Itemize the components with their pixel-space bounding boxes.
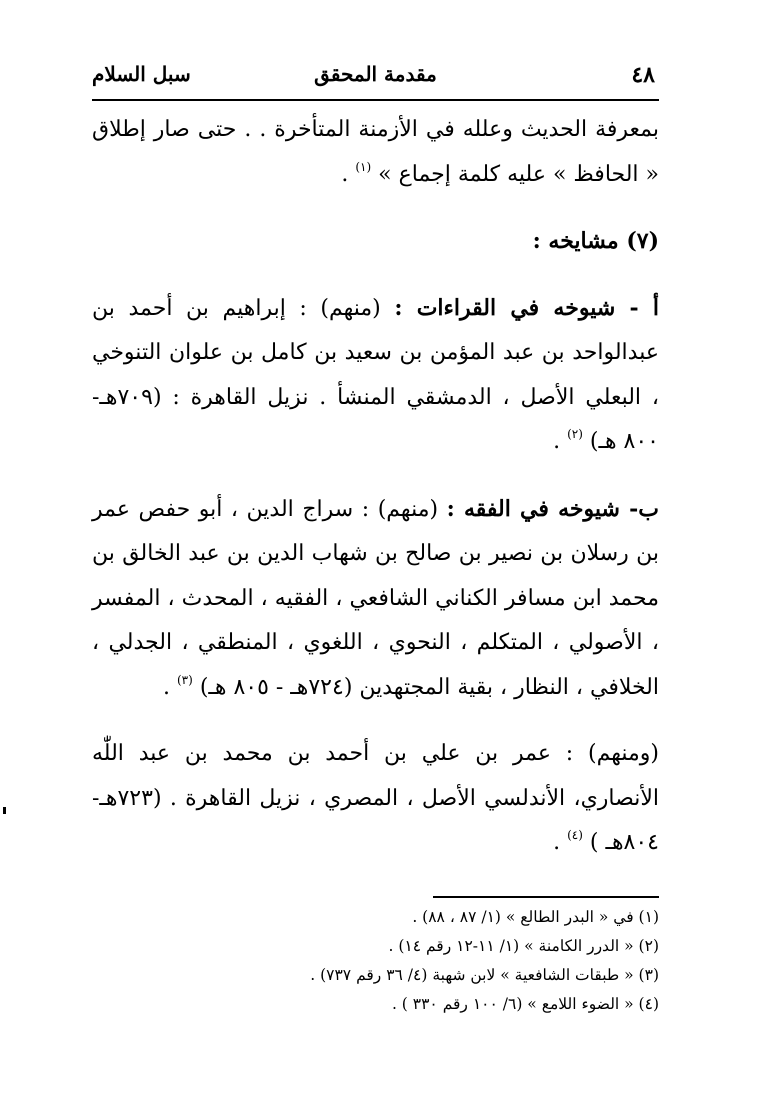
page-number: ٤٨ <box>631 62 655 88</box>
footnote-4: (٤) « الضوء اللامع » (٦/ ١٠٠ رقم ٣٣٠ ) . <box>391 995 659 1013</box>
paragraph-c-text: (ومنهم) : عمر بن علي بن أحمد بن محمد بن عبد اللّٰه الأنصاري، الأندلسي الأصل ، المصري ، نزيل القاهرة . (٧٢٣هـ- ٨٠٤هـ ) <box>92 741 659 855</box>
footnote-ref-4: (٤) <box>567 828 583 842</box>
paragraph-a-lead: أ - شيوخه في القراءات : <box>394 294 659 321</box>
section-title: مقدمة المحقق <box>314 62 437 86</box>
paragraph-b-text: (منهم) : سراج الدين ، أبو حفص عمر بن رسلان بن نصير بن صالح بن شهاب الدين بن عبد الخالق بن محمد ابن مسافر الكناني الشافعي ، الفقيه ، المحدث ، المفسر ، الأصولي ، المتكلم ، النحوي ، اللغوي ، المنطقي ، الجدلي ، الخلافي ، النظار ، بقية المجتهدين (٧٢٤هـ - ٨٠٥ هـ) <box>92 496 659 700</box>
footnote-ref-1: (١) <box>355 159 372 174</box>
scan-mark <box>3 807 6 814</box>
paragraph-b: ب- شيوخه في الفقه : (منهم) : سراج الدين ، أبو حفص عمر بن رسلان بن نصير بن صالح بن شهاب الدين بن عبد الخالق بن محمد ابن مسافر الكناني الشافعي ، الفقيه ، المحدث ، المفسر ، الأصولي ، المتكلم ، النحوي ، اللغوي ، المنطقي ، الجدلي ، الخلافي ، النظار ، بقية المجتهدين (٧٢٤هـ - ٨٠٥ هـ) $^{(٣)}$ . <box>92 495 659 700</box>
intro-text: بمعرفة الحديث وعلله في الأزمنة المتأخرة . . حتى صار إطلاق « الحافظ » عليه كلمة إجماع » <box>92 117 659 187</box>
header-rule <box>92 99 659 101</box>
footnote-ref-3: (٣) <box>176 672 193 687</box>
intro-paragraph: بمعرفة الحديث وعلله في الأزمنة المتأخرة . . حتى صار إطلاق « الحافظ » عليه كلمة إجماع » $^{(١)}$ . <box>92 117 659 187</box>
paragraph-a: أ - شيوخه في القراءات : (منهم) : إبراهيم بن أحمد بن عبدالواحد بن عبد المؤمن بن سعيد بن كامل بن علوان التنوخي ، البعلي الأصل ، الدمشقي المنشأ . نزيل القاهرة : (٧٠٩هـ- ٨٠٠ هـ) $^{(٢)}$ . <box>92 294 659 454</box>
main-text <box>92 108 659 866</box>
paragraph-c: (ومنهم) : عمر بن علي بن أحمد بن محمد بن عبد اللّٰه الأنصاري، الأندلسي الأصل ، المصري ، نزيل القاهرة . (٧٢٣هـ- ٨٠٤هـ ) $^{(٤)}$ . <box>92 741 659 855</box>
footnotes <box>92 903 659 1019</box>
footnote-1: (١) في « البدر الطالع » (١/ ٨٧ ، ٨٨) . <box>412 908 659 926</box>
running-header <box>92 60 659 98</box>
section-heading: (٧) مشايخه : <box>532 228 659 254</box>
footnote-2: (٢) « الدرر الكامنة » (١/ ١١-١٢ رقم ١٤) . <box>388 937 659 955</box>
paragraph-b-lead: ب- شيوخه في الفقه : <box>446 495 659 522</box>
footnote-rule <box>433 896 659 898</box>
book-title: سبل السلام <box>92 62 191 86</box>
paragraph-a-text: (منهم) : إبراهيم بن أحمد بن عبدالواحد بن عبد المؤمن بن سعيد بن كامل بن علوان التنوخي ، البعلي الأصل ، الدمشقي المنشأ . نزيل القاهرة : (٧٠٩هـ- ٨٠٠ هـ) <box>92 295 659 454</box>
footnote-ref-2: (٢) <box>567 427 583 441</box>
footnote-3: (٣) « طبقات الشافعية » لابن شهبة (٤/ ٣٦ رقم ٧٣٧) . <box>310 966 659 984</box>
